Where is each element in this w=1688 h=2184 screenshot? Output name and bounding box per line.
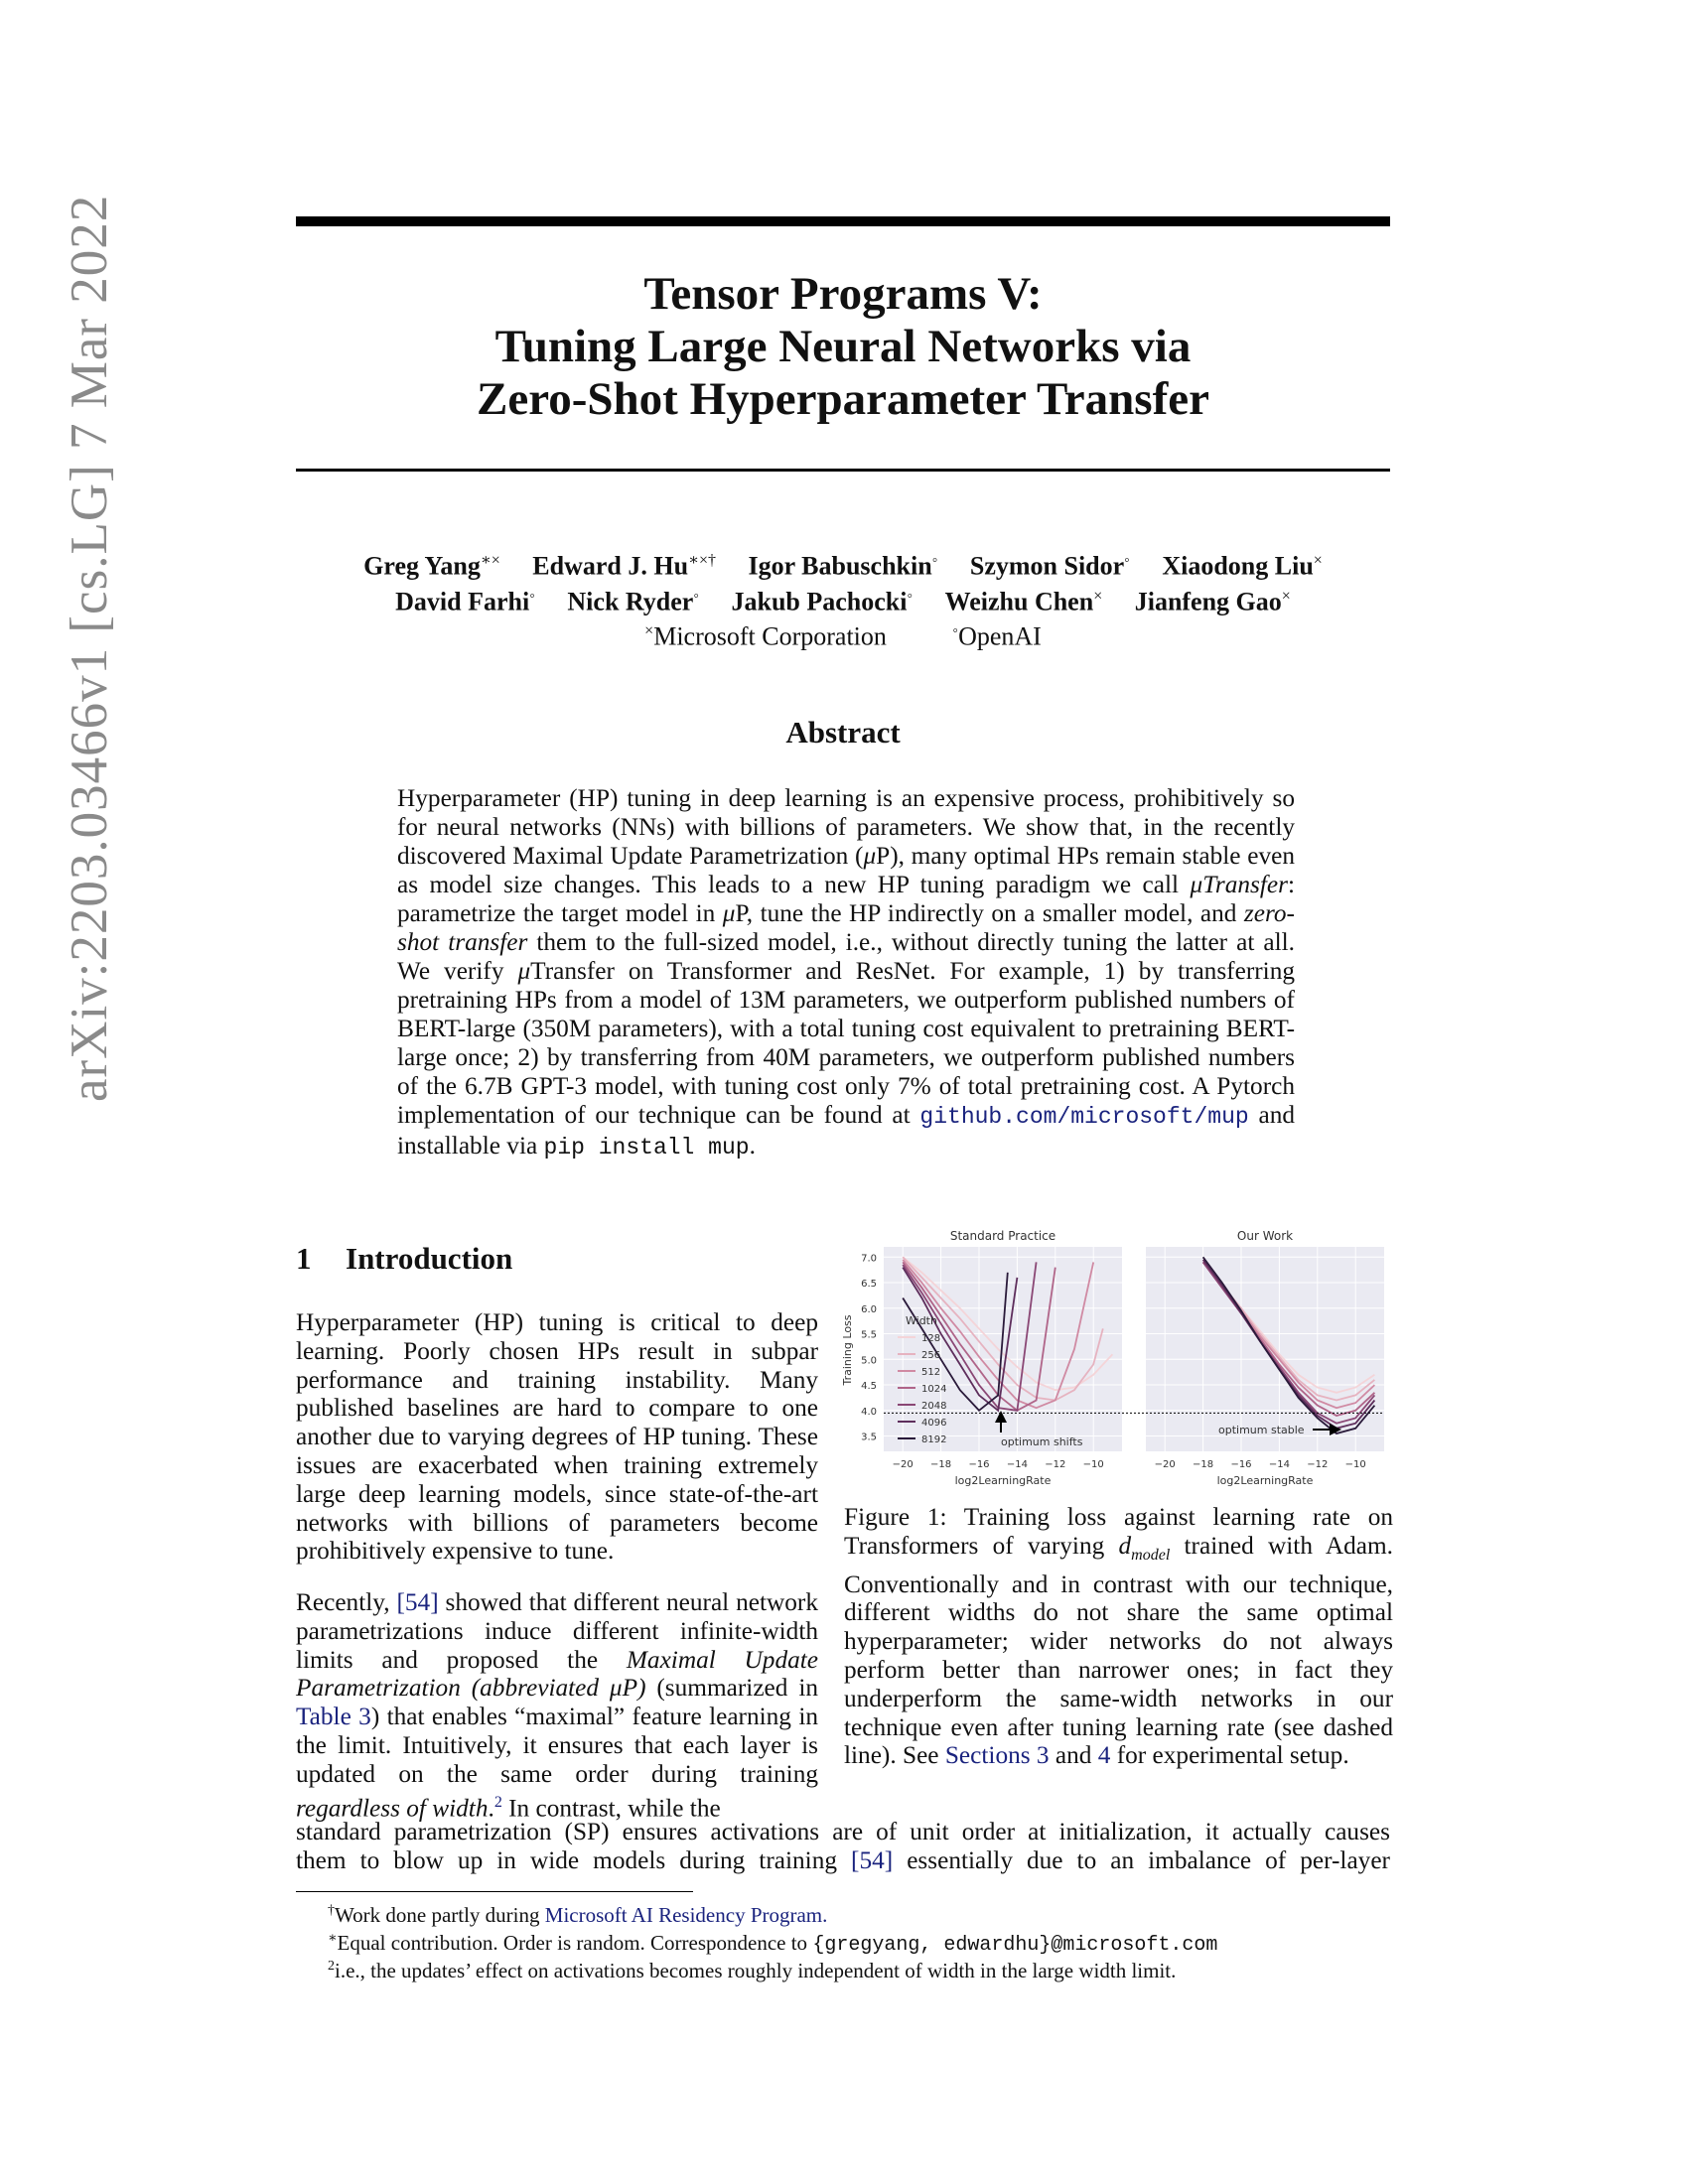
section-4-link[interactable]: 4 [1097, 1741, 1111, 1770]
abstract-heading: Abstract [785, 715, 901, 750]
figure-1-caption [844, 1503, 1393, 1770]
abstract-body [397, 784, 1295, 1162]
y-tick-label: 6.5 [861, 1279, 877, 1291]
chart-title-standard: Standard Practice [949, 1229, 1056, 1243]
x-tick-label: −18 [930, 1459, 952, 1470]
x-tick-label: −10 [1082, 1459, 1104, 1470]
author-marks: × [1093, 587, 1103, 605]
footnote-mark: † [328, 1903, 335, 1918]
intro-full-line-1: standard parametrization (SP) ensures activations are of unit order at initialization, it actually causes [296, 1818, 1390, 1845]
author-row-2 [296, 582, 1390, 617]
residency-link[interactable]: Microsoft AI Residency Program. [544, 1903, 828, 1927]
abstract-text: P), many optimal HPs remain stable even as model size changes. This leads to a new HP tuning paradigm we call [397, 842, 1295, 898]
author-marks: ∗× [480, 552, 500, 569]
mu-symbol: μ [863, 842, 877, 870]
footnote-mark: 2 [328, 1959, 335, 1974]
intro-text: showed that different neural network parametrizations induce different infinite-width limits and proposed the [296, 1588, 818, 1674]
author-name: Edward J. Hu [532, 551, 689, 581]
x-axis-label-left: log2LearningRate [954, 1474, 1052, 1487]
footnote-text: Equal contribution. Order is random. Correspondence to [337, 1931, 813, 1955]
sections-3-link[interactable]: Sections 3 [944, 1741, 1050, 1770]
x-tick-label: −18 [1193, 1459, 1214, 1470]
caption-text: trained with Adam. Conventionally and in contrast with our technique, different widths do not share the same optimal hyperparameter; wider networks do not always perform better than narrower ones; in fact they underperform the same-width networks in our technique even after tuning learning rate (see dashed line). See [844, 1531, 1393, 1770]
x-tick-label: −10 [1344, 1459, 1366, 1470]
mu-symbol: μ [517, 957, 531, 985]
caption-text: Figure 1: Training loss against learning rate on Transformers of varying [844, 1503, 1393, 1560]
intro-text: (summarized in [645, 1674, 818, 1703]
author-marks: ◦ [529, 587, 535, 605]
affiliation-microsoft: Microsoft Corporation [653, 621, 887, 651]
footnote-mark: ∗ [328, 1931, 338, 1946]
title-line-2: Tuning Large Neural Networks via [494, 321, 1192, 372]
y-tick-label: 3.5 [861, 1432, 877, 1443]
authors-block [296, 546, 1390, 652]
author-name: Jianfeng Gao [1134, 587, 1282, 616]
y-ticks-left [861, 1253, 877, 1442]
legend-label: 1024 [921, 1384, 947, 1395]
intro-text: essentially due to an imbalance of per-layer [893, 1846, 1390, 1874]
mutransfer-term: μTransfer [1190, 871, 1288, 898]
figure-1-chart [834, 1221, 1395, 1494]
x-tick-label: −20 [892, 1459, 914, 1470]
x-ticks-right [1155, 1459, 1366, 1470]
y-tick-label: 7.0 [861, 1253, 877, 1265]
abstract-text: P, tune the HP indirectly on a smaller model, and [735, 899, 1244, 927]
legend-label: 512 [921, 1367, 941, 1378]
annotation-optimum-shifts: optimum shifts [1001, 1435, 1083, 1448]
mu-symbol: μ [722, 899, 736, 927]
section-number: 1 [296, 1241, 312, 1276]
table-3-link[interactable]: Table 3 [296, 1703, 371, 1731]
legend-title: Width [906, 1314, 937, 1327]
x-tick-label: −16 [968, 1459, 990, 1470]
footnote-text: i.e., the updates’ effect on activations becomes roughly independent of width in the large width limit. [335, 1959, 1177, 1982]
intro-text: them to blow up in wide models during training [296, 1846, 852, 1874]
github-link[interactable]: github.com/microsoft/mup [919, 1104, 1249, 1130]
author-marks: ◦ [931, 552, 938, 569]
legend-label: 8192 [921, 1434, 947, 1445]
abstract-text: them to the full-sized model, i.e., without directly tuning the latter at all. We verify [397, 928, 1296, 985]
author-marks: ◦ [907, 587, 914, 605]
citation-54[interactable]: [54] [851, 1846, 894, 1874]
section-title: Introduction [346, 1241, 513, 1276]
title-line-1: Tensor Programs V: [643, 268, 1043, 320]
abstract-text: Hyperparameter (HP) tuning in deep learning is an expensive process, prohibitively so for neural networks (NNs) with billions of parameters. We show that, in the recently discovered Maximal Update Parametrization ( [397, 784, 1295, 870]
footnote-dagger [328, 1898, 827, 1928]
x-axis-label-right: log2LearningRate [1216, 1474, 1314, 1487]
correspondence-emails: {gregyang, edwardhu}@microsoft.com [812, 1934, 1218, 1957]
footnote-rule [296, 1891, 693, 1892]
footnote-text: Work done partly during [335, 1903, 545, 1927]
x-tick-label: −14 [1268, 1459, 1290, 1470]
zero-shot-term: zero-shot transfer [397, 899, 1295, 956]
y-tick-label: 5.5 [861, 1329, 877, 1341]
title-bottom-rule [296, 469, 1390, 472]
x-tick-label: −12 [1307, 1459, 1329, 1470]
author-name: David Farhi [395, 587, 530, 616]
d-model-symbol: d [1118, 1531, 1132, 1560]
author-name: Nick Ryder [567, 587, 694, 616]
intro-text: Recently, [296, 1588, 397, 1616]
d-model-subscript: model [1131, 1546, 1171, 1564]
intro-text: In contrast, while the [501, 1794, 721, 1822]
paper-title [296, 268, 1390, 426]
author-name: Igor Babuschkin [748, 551, 932, 581]
section-heading-introduction [296, 1241, 512, 1277]
author-name: Greg Yang [363, 551, 481, 581]
affiliation-mark: ◦ [952, 622, 959, 640]
x-tick-label: −12 [1045, 1459, 1066, 1470]
y-tick-label: 6.0 [861, 1303, 877, 1315]
affiliations [296, 616, 1390, 652]
affiliation-mark: × [644, 622, 654, 640]
author-marks: ∗×† [688, 552, 716, 569]
author-name: Weizhu Chen [944, 587, 1094, 616]
abstract-text: and installable via [397, 1101, 1295, 1160]
caption-text: for experimental setup. [1110, 1741, 1349, 1770]
intro-paragraph-1: Hyperparameter (HP) tuning is critical to deep learning. Poorly chosen HPs result in subpar performance and training instability. Many published baselines are hard to compare to one another due to varying degrees of HP tuning. These issues are exacerbated when training extremely large deep learning models, since state-of-the-art networks with billions of parameters become prohibitively expensive to tune. [296, 1308, 818, 1566]
affiliation-openai: OpenAI [958, 621, 1042, 651]
intro-text: ) that enables “maximal” feature learning in the limit. Intuitively, it ensures that each layer is updated on the same order during training [296, 1703, 818, 1788]
footnote-2 [328, 1954, 1176, 1983]
abstract-text: : parametrize the target model in [397, 871, 1295, 927]
pip-command: pip install mup [543, 1135, 750, 1160]
legend-label: 4096 [921, 1418, 947, 1429]
x-ticks-left [893, 1459, 1104, 1470]
top-rule [296, 216, 1390, 226]
author-marks: × [1281, 587, 1291, 605]
author-marks: × [1313, 552, 1323, 569]
x-tick-label: −16 [1230, 1459, 1252, 1470]
legend-label: 128 [921, 1333, 941, 1344]
title-line-3: Zero-Shot Hyperparameter Transfer [477, 373, 1209, 425]
author-name: Szymon Sidor [969, 551, 1125, 581]
author-marks: ◦ [1124, 552, 1130, 569]
author-name: Xiaodong Liu [1162, 551, 1314, 581]
abstract-text: Transfer on Transformer and ResNet. For example, 1) by transferring pretraining HPs from a model of 13M parameters, we outperform published numbers of BERT-large (350M parameters), with a total tuning cost equivalent to pretraining BERT-large once; 2) by transferring from 40M parameters, we outperform published numbers of the 6.7B GPT-3 model, with tuning cost only 7% of total pretraining cost. A Pytorch implementation of our technique can be found at [397, 957, 1295, 1129]
plot-area-standard [884, 1247, 1122, 1451]
x-tick-label: −14 [1006, 1459, 1028, 1470]
mup-term: Maximal Update Parametrization (abbreviated μP) [296, 1645, 818, 1703]
annotation-optimum-stable: optimum stable [1218, 1424, 1305, 1436]
citation-54[interactable]: [54] [396, 1588, 439, 1616]
chart-title-our-work: Our Work [1236, 1229, 1294, 1243]
legend-label: 256 [921, 1350, 941, 1361]
y-tick-label: 4.5 [861, 1381, 877, 1393]
legend-label: 2048 [921, 1401, 947, 1412]
author-name: Jakub Pachocki [731, 587, 908, 616]
y-tick-label: 4.0 [861, 1406, 877, 1418]
footnote-2-ref[interactable]: 2 [493, 1793, 502, 1811]
intro-paragraph-2: Recently, [54] showed that different neural network parametrizations induce different infinite-width limits and proposed the Maximal Update Parametrization (abbreviated μP) (summarized in Table 3) that enables “maximal” feature learning in the limit. Intuitively, it ensures that each layer is updated on the same order during training regardless of width.$^2$ In contrast, while the [296, 1588, 818, 1822]
y-axis-label: Training Loss [841, 1314, 854, 1386]
regardless-of-width-term: regardless of width [296, 1794, 489, 1822]
arxiv-stamp: arXiv:2203.03466v1 [cs.LG] 7 Mar 2022 [61, 194, 118, 1102]
intro-full-line-2 [296, 1846, 1390, 1875]
abstract-text: . [749, 1132, 756, 1160]
y-tick-label: 5.0 [861, 1355, 877, 1367]
author-marks: ◦ [693, 587, 699, 605]
x-tick-label: −20 [1154, 1459, 1176, 1470]
author-row-1 [296, 546, 1390, 582]
caption-text: and [1049, 1741, 1098, 1770]
